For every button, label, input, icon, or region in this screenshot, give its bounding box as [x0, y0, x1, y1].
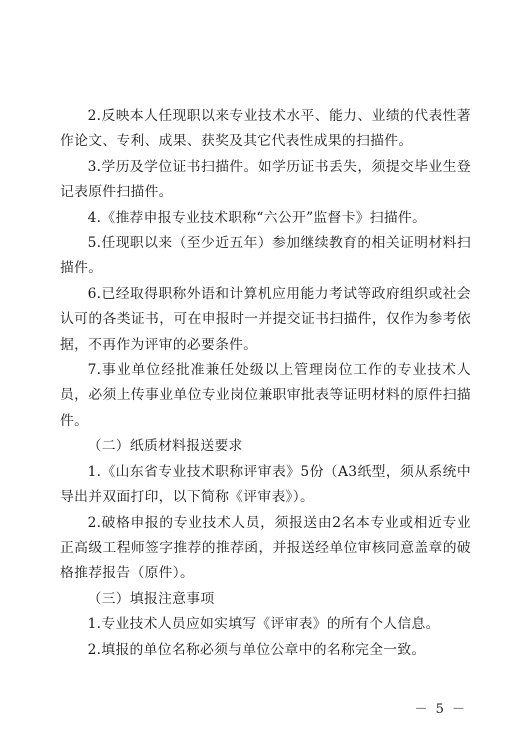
- paragraph-item-7: 7.事业单位经批准兼任处级以上管理岗位工作的专业技术人员，必须上传事业单位专业岗位兼职审批表等证明材料的原件扫描件。: [60, 362, 471, 429]
- paragraph-notes-2: 2.填报的单位名称必须与单位公章中的名称完全一致。: [87, 641, 426, 658]
- paragraph-paper-1: 1.《山东省专业技术职称评审表》5份（A3纸型，须从系统中导出并双面打印，以下简称《评审表》）。: [60, 463, 471, 506]
- paragraph-item-3: 3.学历及学位证书扫描件。如学历证书丢失，须提交毕业生登记表原件扫描件。: [60, 158, 471, 201]
- section-heading-paper-materials: （二）纸质材料报送要求: [87, 438, 243, 455]
- paragraph-notes-1: 1.专业技术人员应如实填写《评审表》的所有个人信息。: [87, 616, 440, 633]
- paragraph-paper-2: 2.破格申报的专业技术人员，须报送由2名本专业或相近专业正高级工程师签字推荐的推荐函，并报送经单位审核同意盖章的破格推荐报告（原件）。: [60, 514, 471, 582]
- page-number: － 5 －: [414, 702, 467, 717]
- paragraph-item-5: 5.任现职以来（至少近五年）参加继续教育的相关证明材料扫描件。: [60, 235, 471, 277]
- paragraph-item-4: 4.《推荐申报专业技术职称“六公开”监督卡》扫描件。: [87, 209, 427, 226]
- document-body: [60, 104, 471, 663]
- section-heading-notes: （三）填报注意事项: [87, 590, 215, 607]
- paragraph-item-2: 2.反映本人任现职以来专业技术水平、能力、业绩的代表性著作论文、专利、成果、获奖及其它代表性成果的扫描件。: [60, 108, 471, 150]
- paragraph-item-6: 6.已经取得职称外语和计算机应用能力考试等政府组织或社会认可的各类证书，可在申报时一并提交证书扫描件，仅作为参考依据，不再作为评审的必要条件。: [60, 285, 471, 353]
